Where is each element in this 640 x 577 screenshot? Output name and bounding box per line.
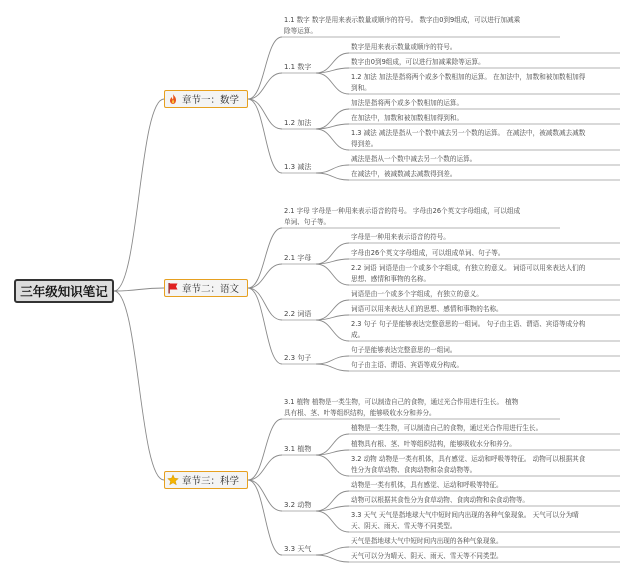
subtopic-connector: [316, 455, 349, 476]
subtopic-connector: [316, 173, 349, 180]
chapter-node-science[interactable]: [164, 471, 248, 489]
note-line: 天、阴天、雨天、雪天等不同类型。: [351, 522, 457, 530]
note-line: 性分为食草动物、食肉动物和杂食动物等。: [351, 466, 477, 474]
chapter-connector: [248, 288, 282, 364]
note-line: 2.2 词语 词语是由一个或多个字组成，有独立的意义。 词语可以用来表达人们的: [351, 264, 586, 272]
note-line: 天气可以分为晴天、阴天、雨天、雪天等不同类型。: [351, 552, 503, 560]
note-line: 词语可以用来表达人们的思想、感情和事物的名称。: [351, 305, 503, 313]
note-line: 植物是一类生物，可以制造自己的食物，通过光合作用进行生长。: [351, 424, 543, 432]
note-line: 减法是指从一个数中减去另一个数的运算。: [351, 155, 477, 163]
chapter-intro-line: 具有根、茎、叶等组织结构，能够吸收水分和养分。: [284, 409, 436, 417]
note-line: 植物具有根、茎、叶等组织结构，能够吸收水分和养分。: [351, 440, 516, 448]
subtopic-connector: [316, 364, 349, 371]
chapter-intro-line: 除等运算。: [284, 27, 317, 35]
subtopic-label[interactable]: 2.3 句子: [284, 354, 312, 362]
subtopic-connector: [316, 73, 349, 94]
root-connector: [114, 288, 164, 291]
subtopic-connector: [316, 264, 349, 285]
note-line: 成。: [351, 331, 365, 339]
subtopic-connector: [316, 165, 349, 173]
note-line: 句子是能够表达完整意思的一组词。: [351, 346, 457, 354]
subtopic-connector: [316, 555, 349, 562]
chapter-title: 章节三：科学: [182, 476, 240, 487]
chapter-connector: [248, 264, 282, 288]
subtopic-connector: [316, 547, 349, 555]
note-line: 1.2 加法 加法是指将两个或多个数相加的运算。 在加法中，加数和被加数相加得: [351, 73, 586, 81]
subtopic-connector: [316, 243, 349, 264]
note-line: 在加法中，加数和被加数相加得到和。: [351, 114, 464, 122]
note-line: 动物是一类有机体，具有感觉、运动和呼吸等特征。: [351, 481, 503, 489]
subtopic-connector: [316, 109, 349, 129]
chapter-connector: [248, 480, 282, 555]
chapter-connector: [248, 73, 282, 99]
chapter-intro-line: 单词、句子等。: [284, 218, 331, 226]
subtopic-label[interactable]: 1.3 减法: [284, 163, 312, 171]
note-line: 2.3 句子 句子是能够表达完整意思的一组词。 句子由主语、谓语、宾语等成分构: [351, 320, 586, 328]
chapter-intro-line: 3.1 植物 植物是一类生物，可以制造自己的食物，通过光合作用进行生长。 植物: [284, 398, 519, 406]
subtopic-label[interactable]: 3.1 植物: [284, 445, 312, 453]
note-line: 到和。: [351, 84, 371, 92]
note-line: 字母是一种用来表示语音的符号。: [351, 233, 450, 241]
chapter-node-chinese[interactable]: [164, 279, 248, 297]
subtopic-label[interactable]: 3.2 动物: [284, 501, 312, 509]
chapter-connector: [248, 455, 282, 480]
subtopic-connector: [316, 511, 349, 532]
note-line: 得到差。: [351, 140, 378, 148]
subtopic-connector: [316, 53, 349, 73]
note-line: 3.3 天气 天气是指地球大气中短时间内出现的各种气象现象。 天气可以分为晴: [351, 511, 579, 519]
note-line: 加法是指将两个或多个数相加的运算。: [351, 99, 464, 107]
subtopic-connector: [316, 300, 349, 320]
subtopic-label[interactable]: 1.1 数字: [284, 63, 312, 71]
subtopic-label[interactable]: 2.2 词语: [284, 310, 312, 318]
note-line: 3.2 动物 动物是一类有机体，具有感觉、运动和呼吸等特征。 动物可以根据其食: [351, 455, 586, 463]
chapter-connector: [248, 419, 282, 480]
note-line: 数字由0到9组成，可以进行加减乘除等运算。: [351, 58, 485, 66]
subtopic-connector: [316, 129, 349, 150]
note-line: 句子由主语、谓语、宾语等成分构成。: [351, 361, 464, 369]
chapter-intro-line: 2.1 字母 字母是一种用来表示语音的符号。 字母由26个英文字母组成，可以组成: [284, 207, 521, 215]
red-flag-icon: [167, 282, 179, 294]
subtopic-label[interactable]: 1.2 加法: [284, 119, 312, 127]
note-line: 1.3 减法 减法是指从一个数中减去另一个数的运算。 在减法中，被减数减去减数: [351, 129, 586, 137]
chapter-connector: [248, 99, 282, 129]
star-icon: [167, 474, 179, 486]
chapter-connector: [248, 37, 282, 99]
chapter-connector: [248, 288, 282, 320]
note-line: 数字是用来表示数量或顺序的符号。: [351, 43, 457, 51]
subtopic-label[interactable]: 3.3 天气: [284, 545, 312, 553]
note-line: 词语是由一个或多个字组成，有独立的意义。: [351, 290, 483, 298]
root-node[interactable]: 三年级知识笔记: [14, 279, 114, 303]
note-line: 字母由26个英文字母组成，可以组成单词、句子等。: [351, 249, 505, 257]
chapter-connector: [248, 99, 282, 173]
note-line: 天气是指地球大气中短时间内出现的各种气象现象。: [351, 537, 503, 545]
subtopic-connector: [316, 491, 349, 511]
root-connector: [114, 99, 164, 291]
chapter-node-math[interactable]: [164, 90, 248, 108]
note-line: 思想、感情和事物的名称。: [351, 275, 431, 283]
subtopic-label[interactable]: 2.1 字母: [284, 254, 312, 262]
fire-icon: [167, 93, 179, 105]
chapter-connector: [248, 480, 282, 511]
root-connector: [114, 291, 164, 480]
subtopic-connector: [316, 434, 349, 455]
subtopic-connector: [316, 356, 349, 364]
note-line: 动物可以根据其食性分为食草动物、食肉动物和杂食动物等。: [351, 496, 530, 504]
chapter-title: 章节二：语文: [182, 284, 240, 295]
chapter-title: 章节一：数学: [182, 95, 240, 106]
subtopic-connector: [316, 320, 349, 341]
note-line: 在减法中，被减数减去减数得到差。: [351, 170, 457, 178]
chapter-intro-line: 1.1 数字 数字是用来表示数量或顺序的符号。 数字由0到9组成，可以进行加减乘: [284, 16, 521, 24]
chapter-connector: [248, 228, 282, 288]
